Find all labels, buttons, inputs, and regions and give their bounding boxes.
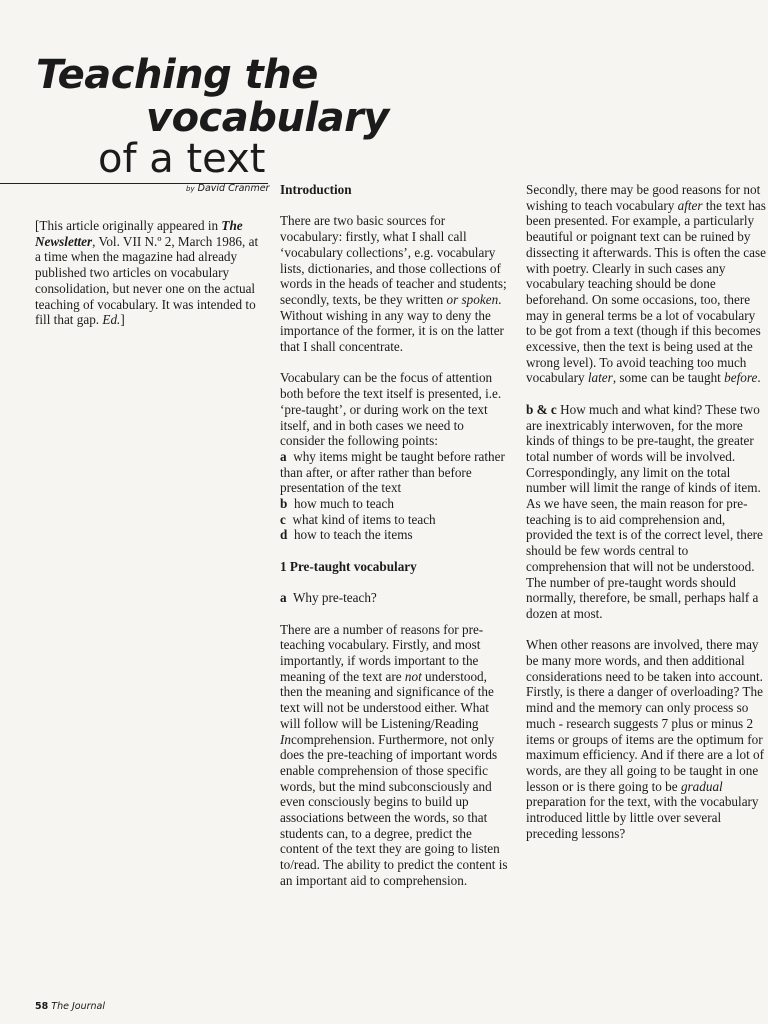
points-list: [280, 449, 508, 543]
byline: [186, 183, 269, 194]
list-item: [280, 449, 508, 496]
text-run-italic: not: [404, 668, 422, 684]
paragraph: [526, 637, 766, 841]
text-run-italic: later: [587, 370, 613, 386]
byline-author: David Cranmer: [197, 183, 270, 194]
text-run: Secondly, there may be good reasons for not wishing to teach vocabulary: [526, 182, 761, 213]
paragraph: [526, 182, 766, 386]
paragraph: [280, 370, 508, 449]
list-text: why items might be taught before rather than after, or after rather than before presentation of the text: [280, 448, 505, 496]
text-run-italic: before: [724, 370, 758, 386]
list-text: what kind of items to teach: [292, 511, 436, 527]
column-3: [526, 182, 766, 857]
text-run: Vocabulary can be the focus of attention both before the text itself is presented, i.e. ‘pre-taught’, or during work on the text itself, and in both cases we need to consider the following points:: [280, 370, 502, 449]
note-part-b: , Vol. VII N.º 2, March 1986, at a time when the magazine had already published two articles on vocabulary consolidation, but never one on the actual teaching of vocabulary. It was intended to fill that gap.: [35, 233, 259, 328]
byline-by: by: [186, 185, 195, 193]
list-letter: d: [280, 527, 288, 543]
list-letter: a: [280, 448, 287, 464]
text-run: How much and what kind? These two are inextricably interwoven, for the more kinds of things to be pre-taught, the greater total number of words will be involved. Correspondingly, any limit on the total number will limit the range of kinds of item. As we have seen, the main reason for pre-teaching is to aid comprehension and, provided the text is of the correct level, there should be few words central to comprehension that will not be understood. The number of pre-taught words should normally, therefore, be small, perhaps half a dozen at most.: [526, 401, 763, 621]
text-run: When other reasons are involved, there may be many more words, and then additional considerations need to be taken into account. Firstly, is there a danger of overloading? The mind and the memory can only process so much - research suggests 7 plus or minus 2 items or groups of items are the optimum for maximum efficiency. And if there are a lot of words, are they all going to be taught in one lesson or is there going to be: [526, 637, 765, 794]
subheading: [280, 590, 508, 606]
text-run: . Without wishing in any way to deny the importance of the former, it is on the latter that I shall concentrate.: [280, 291, 504, 355]
title-line-3: of a text: [98, 136, 266, 182]
text-run-italic: gradual: [680, 778, 723, 794]
list-item: [280, 527, 508, 543]
text-run: There are a number of reasons for pre-teaching vocabulary. Firstly, and most importantly, if words important to the meaning of the text are: [280, 621, 484, 684]
text-run: comprehension. Furthermore, not only does the pre-teaching of important words enable comprehension of those specific words, but the mind subconsciously and even consciously begins to build up associations between the words, so that students can, to a degree, predict the content of the text they are going to listen to/read. The ability to predict the content is an important aid to comprehension.: [280, 731, 508, 888]
text-run: preparation for the text, with the vocabulary introduced little by little over several preceding lessons?: [526, 794, 759, 841]
list-letter: b: [280, 496, 288, 512]
page-number: 58: [35, 1001, 49, 1012]
page-footer: [35, 1001, 105, 1012]
text-run-bold: b & c: [526, 401, 557, 417]
column-2: [280, 182, 508, 904]
text-run-italic: or spoken: [446, 291, 499, 307]
text-run: .: [757, 370, 761, 386]
note-part-a: [This article originally appeared in: [35, 218, 222, 233]
list-text: how much to teach: [293, 496, 394, 512]
journal-name: The Journal: [51, 1001, 105, 1012]
list-item: [280, 496, 508, 512]
intro-heading: Introduction: [280, 182, 352, 197]
list-item: [280, 512, 508, 528]
note-magazine: The Newsletter: [35, 218, 243, 249]
editor-note: [35, 218, 260, 344]
note-editor: Ed.: [102, 312, 121, 328]
paragraph: [280, 622, 508, 889]
section-heading: 1 Pre-taught vocabulary: [280, 558, 417, 574]
text-run: understood, then the meaning and significance of the text will not be understood either. What will follow will be Listening/Reading: [280, 668, 494, 731]
title-line-2: vocabulary: [146, 95, 389, 141]
note-part-c: ]: [120, 312, 125, 328]
list-text: how to teach the items: [293, 527, 413, 543]
subheading-text: Why pre-teach?: [292, 590, 377, 606]
title-line-1: Teaching the: [36, 52, 318, 98]
list-letter: c: [280, 511, 286, 527]
paragraph: [526, 402, 766, 622]
paragraph: [280, 213, 508, 354]
text-run: There are two basic sources for vocabulary: firstly, what I shall call ‘vocabulary collections’, e.g. vocabulary lists, dictionaries, and those collections of words in the heads of teacher and students; secondly, texts, be they written: [280, 213, 507, 307]
text-run-italic: In: [280, 731, 291, 747]
subheading-letter: a: [280, 590, 287, 606]
text-run-italic: after: [677, 197, 703, 213]
text-run: the text has been presented. For example, a particularly beautiful or poignant text can be ruined by dissecting it afterwards. This is often the case with poetry. Clearly in such cases any vocabulary teaching should be done beforehand. On some occasions, too, there may in general terms be a lot of vocabulary to be got from a text (though if this becomes excessive, then the text is being used at the wrong level). To avoid teaching too much vocabulary: [526, 197, 766, 386]
text-run: , some can be taught: [612, 370, 725, 386]
